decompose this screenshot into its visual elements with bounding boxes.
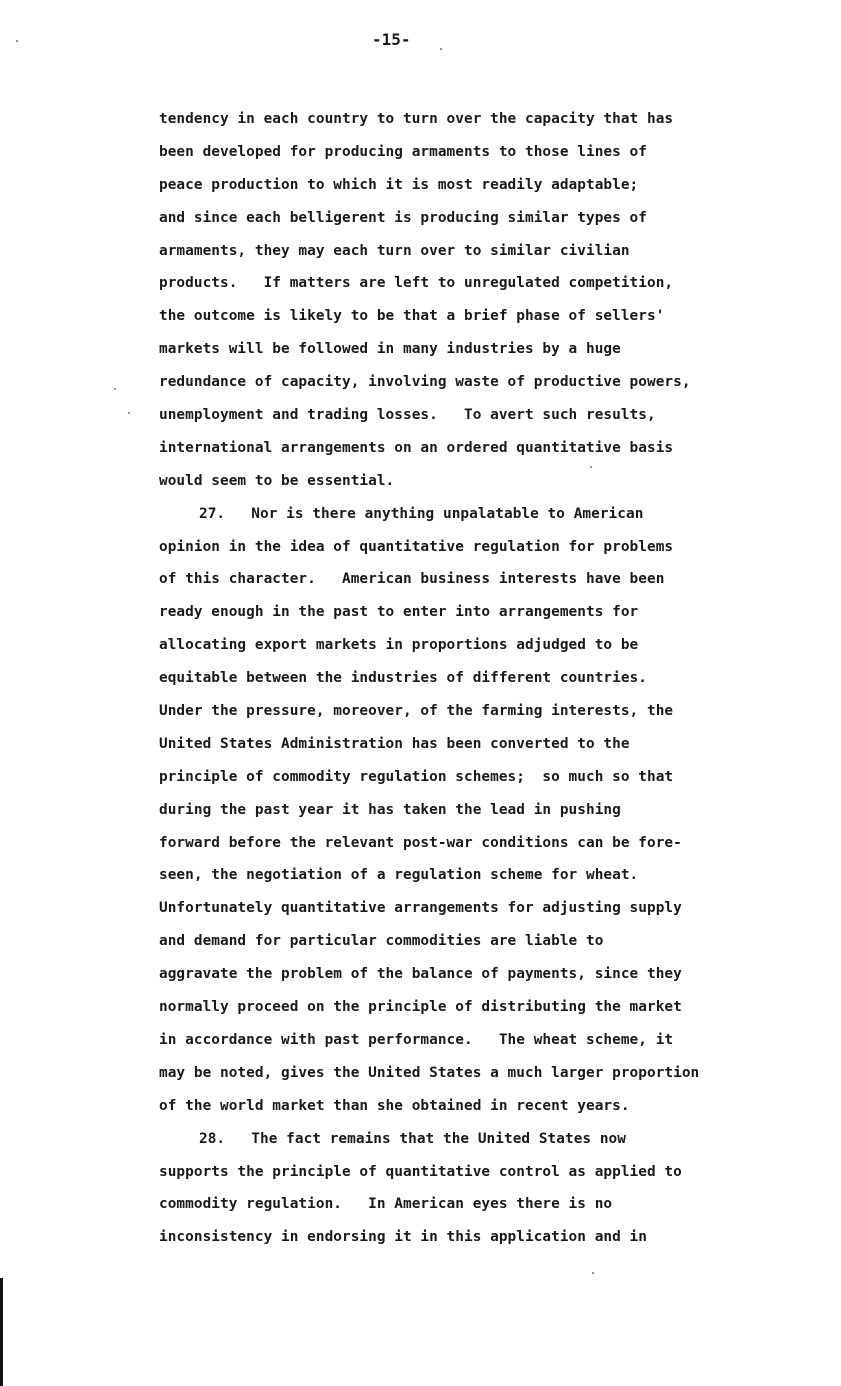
text-line: normally proceed on the principle of distributing the market <box>159 999 682 1016</box>
scan-speck <box>16 40 18 42</box>
text-line: products. If matters are left to unregulated competition, <box>159 275 674 292</box>
text-line: aggravate the problem of the balance of payments, since they <box>159 966 682 983</box>
text-line: opinion in the idea of quantitative regulation for problems <box>159 538 674 555</box>
text-line: principle of commodity regulation schemes; so much so that <box>159 768 674 785</box>
text-line: equitable between the industries of different countries. <box>159 670 647 687</box>
scan-speck <box>128 412 130 414</box>
text-line: and since each belligerent is producing similar types of <box>159 209 647 226</box>
text-line: inconsistency in endorsing it in this application and in <box>159 1229 647 1246</box>
text-line: peace production to which it is most readily adaptable; <box>159 176 639 193</box>
text-line: unemployment and trading losses. To avert such results, <box>159 407 656 424</box>
text-line: ready enough in the past to enter into arrangements for <box>159 604 639 621</box>
text-line: United States Administration has been converted to the <box>159 735 630 752</box>
text-line: supports the principle of quantitative control as applied to <box>159 1163 682 1180</box>
text-line: international arrangements on an ordered quantitative basis <box>159 439 674 456</box>
text-line: tendency in each country to turn over the capacity that has <box>159 111 674 127</box>
text-line: Under the pressure, moreover, of the farming interests, the <box>159 703 674 720</box>
text-line: and demand for particular commodities are liable to <box>159 933 604 950</box>
text-line: would seem to be essential. <box>159 472 395 489</box>
scan-speck <box>592 1272 594 1274</box>
text-line: commodity regulation. In American eyes there is no <box>159 1196 613 1213</box>
text-line: markets will be followed in many industries by a huge <box>159 341 621 358</box>
page-number: -15- <box>372 30 411 49</box>
scan-speck <box>590 466 592 468</box>
paragraph-28-start: 28. The fact remains that the United States now <box>199 1130 626 1147</box>
text-line: been developed for producing armaments to those lines of <box>159 143 647 160</box>
text-line: armaments, they may each turn over to similar civilian <box>159 242 630 259</box>
text-line: forward before the relevant post-war conditions can be fore- <box>159 834 682 851</box>
paragraph-27-start: 27. Nor is there anything unpalatable to American <box>199 505 644 522</box>
scan-edge-mark <box>0 1278 3 1386</box>
body-text <box>159 103 799 1254</box>
text-line: redundance of capacity, involving waste of productive powers, <box>159 374 691 391</box>
scan-speck <box>114 388 116 390</box>
text-line: allocating export markets in proportions adjudged to be <box>159 637 639 654</box>
text-line: in accordance with past performance. The wheat scheme, it <box>159 1031 674 1048</box>
text-line: may be noted, gives the United States a much larger proportion <box>159 1064 700 1081</box>
text-line: during the past year it has taken the lead in pushing <box>159 801 621 818</box>
text-line: the outcome is likely to be that a brief phase of sellers' <box>159 308 665 325</box>
text-line: Unfortunately quantitative arrangements for adjusting supply <box>159 900 682 917</box>
text-line: seen, the negotiation of a regulation scheme for wheat. <box>159 867 639 884</box>
text-line: of the world market than she obtained in recent years. <box>159 1097 630 1114</box>
text-line: of this character. American business interests have been <box>159 571 665 588</box>
scan-speck <box>440 48 442 50</box>
